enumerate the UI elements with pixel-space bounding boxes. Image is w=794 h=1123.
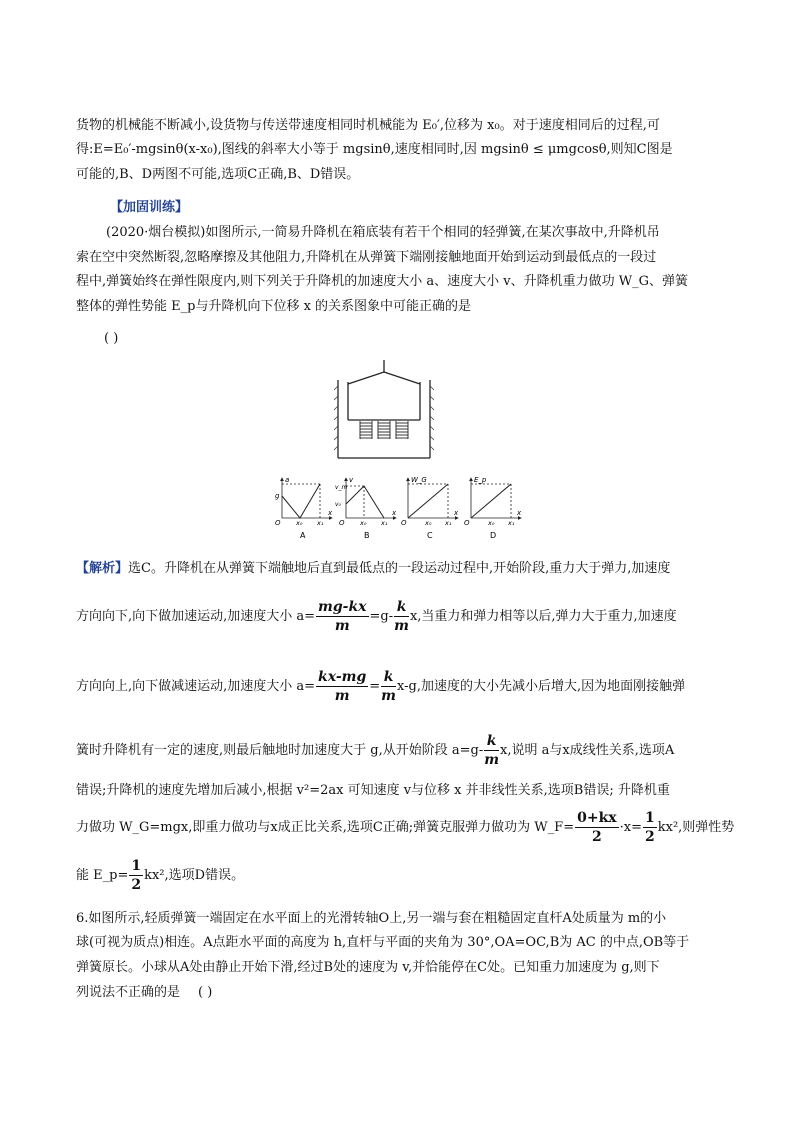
elevator-cabin (348, 360, 420, 420)
question-6-answer-blank: ( ) (198, 985, 213, 1000)
solution-line-5: 错误;升降机的速度先增加后减小,根据 v²=2ax 可知速度 v与位移 x 并非线性关系,选项B错误; 升降机重 (76, 783, 670, 798)
graph-a-origin: O (275, 519, 281, 527)
graph-d-xtick-0: x₀ (488, 519, 495, 527)
graph-b-yaxis: v (349, 476, 354, 484)
fraction-4: $\frac{k}{m}$ (381, 668, 396, 704)
graph-c-yaxis: W_G (411, 476, 427, 484)
solution-text-2a: 方向向下,向下做加速运动,加速度大小 a= (76, 609, 316, 624)
graph-c-xtick-0: x₀ (425, 519, 432, 527)
problem-line-2: 索在空中突然断裂,忽略摩擦及其他阻力,升降机在从弹簧下端刚接触地面开始到运动到最低点的一段过 (76, 250, 657, 265)
graph-d-xaxis: x (517, 509, 522, 517)
graph-c-origin: O (401, 519, 407, 527)
graph-d-origin: O (464, 519, 470, 527)
fraction-3: $\frac{kx-mg}{m}$ (318, 668, 367, 704)
graph-b-label: B (364, 531, 370, 540)
solution-line-3 (76, 668, 685, 706)
solution-line-6 (76, 808, 734, 848)
question-6-text-4: 列说法不正确的是 (76, 985, 181, 1000)
fraction-7: $\frac{1}{2}$ (644, 809, 655, 845)
problem-line-3: 程中,弹簧始终在弹性限度内,则下列关于升降机的加速度大小 a、速度大小 v、升降机重力做功 W_G、弹簧 (76, 274, 689, 289)
solution-text-1: 选C。升降机在从弹簧下端触地后直到最低点的一段运动过程中,开始阶段,重力大于弹力,加速度 (128, 561, 671, 576)
graph-b (346, 478, 396, 518)
graph-c-xtick-1: x₁ (445, 519, 452, 527)
graph-a-ytick: g (275, 492, 280, 500)
solution-text-2b: =g- (369, 609, 394, 624)
graph-d-xtick-1: x₁ (508, 519, 515, 527)
section-header: 【加固训练】 (110, 200, 189, 215)
graph-c-xaxis: x (454, 509, 459, 517)
solution-text-3b: = (369, 679, 381, 694)
graph-d-yaxis: E_p (474, 476, 487, 484)
elevator-shaft (338, 380, 430, 458)
solution-text-6b: ·x= (619, 820, 642, 835)
question-6-line-2: 球(可视为质点)相连。A点距水平面的高度为 h,直杆与平面的夹角为 30°,OA=OC,B为 AC 的中点,OB等于 (76, 935, 690, 950)
graph-b-origin: O (339, 519, 345, 527)
graph-a-yaxis: a (285, 476, 290, 484)
wall-hatching (334, 386, 434, 450)
solution-text-4b: x,说明 a与x成线性关系,选项A (500, 743, 675, 758)
fraction-6: $\frac{0+kx}{2}$ (577, 809, 617, 845)
springs (360, 423, 408, 438)
solution-line-4 (76, 732, 674, 770)
graph-panel (270, 474, 524, 544)
problem-line-4: 整体的弹性势能 E_p与升降机向下位移 x 的关系图象中可能正确的是 (76, 299, 472, 314)
graph-b-ytick-0: v_m (335, 484, 348, 491)
graph-a (282, 478, 332, 518)
top-paragraph-line-1: 货物的机械能不断减小,设货物与传送带速度相同时机械能为 E₀′,位移为 x₀。对于速度相同后的过程,可 (76, 118, 660, 133)
solution-text-4a: 簧时升降机有一定的速度,则最后触地时加速度大于 g,从开始阶段 a=g- (76, 743, 484, 758)
solution-text-3a: 方向向上,向下做减速运动,加速度大小 a= (76, 679, 316, 694)
fraction-2: $\frac{k}{m}$ (394, 598, 409, 634)
graph-b-xtick-0: x₀ (360, 519, 367, 527)
graph-c (408, 478, 458, 518)
top-paragraph-line-3: 可能的,B、D两图不可能,选项C正确,B、D错误。 (76, 167, 360, 182)
graph-c-label: C (427, 531, 433, 540)
graph-a-xaxis: x (328, 509, 333, 517)
solution-text-2c: x,当重力和弹力相等以后,弹力大于重力,加速度 (409, 609, 677, 624)
question-6-line-4 (76, 984, 212, 1002)
solution-text-3c: x-g,加速度的大小先减小后增大,因为地面刚接触弹 (397, 679, 686, 694)
spring-sides (360, 421, 408, 439)
graph-a-label: A (300, 531, 306, 540)
graph-b-xaxis: x (392, 509, 397, 517)
elevator-figure (334, 358, 434, 460)
graph-d (471, 478, 521, 518)
question-6-line-3: 弹簧原长。小球从A处由静止开始下滑,经过B处的速度为 v,并恰能停在C处。已知重力加速度为 g,则下 (76, 960, 660, 975)
top-paragraph-line-2: 得:E=E₀′-mgsinθ(x-x₀),图线的斜率大小等于 mgsinθ,速度相同时,因 mgsinθ ≤ μmgcosθ,则知C图是 (76, 142, 673, 157)
fraction-8: $\frac{1}{2}$ (131, 857, 142, 893)
solution-text-7b: kx²,选项D错误。 (144, 868, 245, 883)
solution-line-7 (76, 856, 244, 896)
graph-a-xtick-1: x₁ (317, 519, 324, 527)
question-6-line-1: 6.如图所示,轻质弹簧一端固定在水平面上的光滑转轴O上,另一端与套在粗糙固定直杆A处质量为 m的小 (76, 911, 667, 926)
graph-d-label: D (490, 531, 497, 540)
solution-text-6a: 力做功 W_G=mgx,即重力做功与x成正比关系,选项C正确;弹簧克服弹力做功为 W_F= (76, 820, 575, 835)
fraction-5: $\frac{k}{m}$ (484, 732, 500, 768)
fraction-1: $\frac{mg-kx}{m}$ (318, 598, 367, 634)
problem-line-1: (2020·烟台模拟)如图所示,一简易升降机在箱底装有若干个相同的轻弹簧,在某次事故中,升降机吊 (106, 225, 660, 240)
solution-text-7a: 能 E_p= (76, 868, 129, 883)
answer-blank: ( ) (104, 331, 119, 346)
solution-line-1 (76, 560, 670, 578)
graph-b-xtick-1: x₁ (381, 519, 388, 527)
solution-line-2 (76, 598, 677, 636)
solution-tag: 【解析】 (76, 561, 129, 576)
solution-text-6c: kx²,则弹性势 (657, 820, 735, 835)
graph-b-ytick-1: v₀ (335, 501, 341, 508)
graph-a-xtick-0: x₀ (296, 519, 303, 527)
